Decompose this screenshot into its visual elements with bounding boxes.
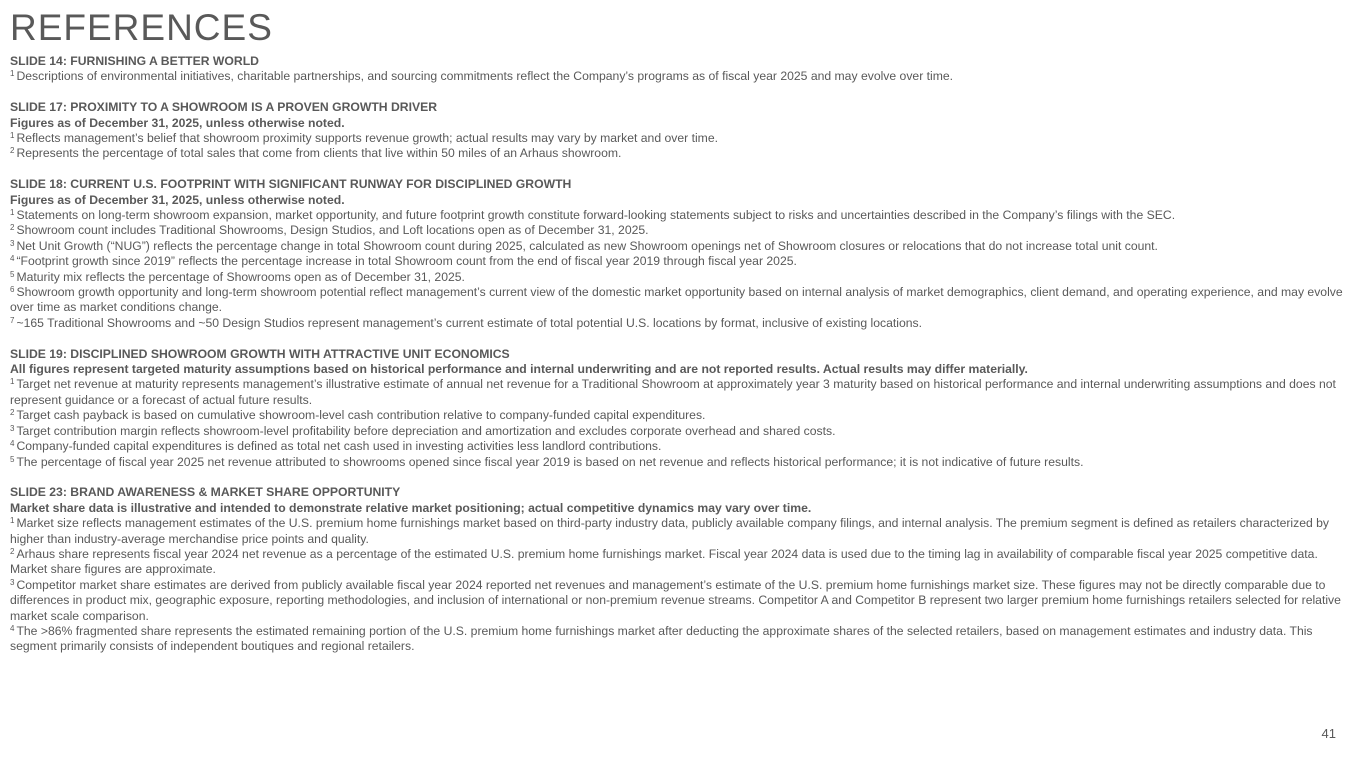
footnote	[10, 285, 1356, 316]
footnote	[10, 624, 1356, 655]
footnote	[10, 516, 1356, 547]
footnote-text: Target cash payback is based on cumulative showroom-level cash contribution relative to company-funded capital expenditures.	[16, 408, 706, 423]
footnote-number: 3	[10, 577, 15, 587]
references-body	[10, 54, 1356, 670]
footnote-text: Arhaus share represents fiscal year 2024 net revenue as a percentage of the estimated U.S. premium home furnishings market. Fiscal year 2024 data is used due to the timing lag in availability of comparable fiscal year 2025 competitive data. Market share figures are approximate.	[10, 546, 1318, 577]
footnote-number: 7	[10, 315, 15, 325]
page-title: REFERENCES	[10, 7, 273, 48]
footnote-number: 4	[10, 439, 15, 449]
footnote-number: 1	[10, 208, 15, 218]
reference-section	[10, 54, 1356, 85]
footnote	[10, 316, 1356, 331]
footnote	[10, 239, 1356, 254]
footnote	[10, 146, 1356, 161]
footnote-text: Showroom growth opportunity and long-term showroom potential reflect management’s current view of the domestic market opportunity based on internal analysis of market demographics, client demand, and operating experience, and may evolve over time as market conditions change.	[10, 285, 1343, 315]
footnote	[10, 547, 1356, 578]
footnote-text: Statements on long-term showroom expansion, market opportunity, and future footprint growth constitute forward-looking statements subject to risks and uncertainties described in the Company’s filings with the SEC.	[16, 208, 1176, 223]
section-heading: SLIDE 17: PROXIMITY TO A SHOWROOM IS A PROVEN GROWTH DRIVER	[10, 100, 438, 115]
footnote	[10, 578, 1356, 624]
footnote	[10, 424, 1356, 439]
section-heading: SLIDE 14: FURNISHING A BETTER WORLD	[10, 54, 259, 68]
footnote-text: The >86% fragmented share represents the estimated remaining portion of the U.S. premium home furnishings market after deducting the approximate shares of the selected retailers, based on management estimates and industry data. This segment primarily consists of independent boutiques and regional retailers.	[10, 623, 1313, 654]
footnote-text: The percentage of fiscal year 2025 net revenue attributed to showrooms opened since fiscal year 2019 is based on net revenue and reflects historical performance; it is not indicative of future results.	[16, 454, 1084, 469]
footnote-number: 1	[10, 131, 15, 141]
footnote	[10, 223, 1356, 238]
reference-section	[10, 177, 1356, 331]
section-subheading: All figures represent targeted maturity assumptions based on historical performance and internal underwriting and are not reported results. Actual results may differ materially.	[10, 362, 1028, 377]
footnote-number: 2	[10, 408, 15, 418]
section-heading: SLIDE 23: BRAND AWARENESS & MARKET SHARE OPPORTUNITY	[10, 485, 401, 500]
reference-section	[10, 485, 1356, 654]
footnote-number: 2	[10, 146, 15, 156]
footnote-number: 6	[10, 285, 15, 295]
footnote	[10, 270, 1356, 285]
reference-section	[10, 347, 1356, 470]
footnote-text: Maturity mix reflects the percentage of Showrooms open as of December 31, 2025.	[16, 269, 465, 284]
footnote	[10, 69, 1356, 84]
footnote	[10, 408, 1356, 423]
footnote-number: 4	[10, 623, 15, 633]
footnote-number: 4	[10, 254, 15, 264]
section-subheading: Market share data is illustrative and intended to demonstrate relative market positioning; actual competitive dynamics may vary over time.	[10, 500, 812, 515]
footnote-text: “Footprint growth since 2019” reflects the percentage increase in total Showroom count from the end of fiscal year 2019 through fiscal year 2025.	[16, 254, 797, 269]
page-number: 41	[1321, 726, 1336, 741]
footnote-text: Target net revenue at maturity represents management’s illustrative estimate of annual net revenue for a Traditional Showroom at approximately year 3 maturity based on historical performance and internal underwriting assumptions and does not represent guidance or a forecast of actual future results.	[10, 377, 1336, 407]
footnote	[10, 377, 1356, 408]
footnote-text: Market size reflects management estimates of the U.S. premium home furnishings market based on third-party industry data, publicly available company filings, and internal analysis. The premium segment is defined as retailers characterized by higher than industry-average merchandise price points and quality.	[10, 516, 1330, 546]
footnote-text: Represents the percentage of total sales that come from clients that live within 50 miles of an Arhaus showroom.	[16, 146, 622, 161]
footnote-number: 5	[10, 454, 15, 464]
footnote-text: ~165 Traditional Showrooms and ~50 Design Studios represent management’s current estimate of total potential U.S. locations by format, inclusive of existing locations.	[16, 315, 922, 330]
footnote-number: 1	[10, 516, 15, 526]
section-heading: SLIDE 19: DISCIPLINED SHOWROOM GROWTH WITH ATTRACTIVE UNIT ECONOMICS	[10, 346, 510, 361]
footnote-number: 3	[10, 238, 15, 248]
section-subheading: Figures as of December 31, 2025, unless otherwise noted.	[10, 192, 345, 207]
footnote-text: Company-funded capital expenditures is defined as total net cash used in investing activities less landlord contributions.	[16, 439, 662, 454]
footnote-number: 2	[10, 223, 15, 233]
footnote	[10, 455, 1356, 470]
footnote-text: Showroom count includes Traditional Showrooms, Design Studios, and Loft locations open as of December 31, 2025.	[16, 223, 649, 238]
footnote-number: 1	[10, 377, 15, 387]
footnote-text: Descriptions of environmental initiatives, charitable partnerships, and sourcing commitments reflect the Company’s programs as of fiscal year 2025 and may evolve over time.	[16, 69, 954, 84]
footnote-text: Reflects management’s belief that showroom proximity supports revenue growth; actual results may vary by market and over time.	[16, 131, 718, 146]
section-subheading: Figures as of December 31, 2025, unless otherwise noted.	[10, 115, 345, 130]
reference-section	[10, 100, 1356, 162]
footnote-text: Target contribution margin reflects showroom-level profitability before depreciation and amortization and excludes corporate overhead and shared costs.	[16, 423, 836, 438]
footnote-number: 5	[10, 269, 15, 279]
section-heading: SLIDE 18: CURRENT U.S. FOOTPRINT WITH SIGNIFICANT RUNWAY FOR DISCIPLINED GROWTH	[10, 177, 572, 192]
footnote-number: 2	[10, 546, 15, 556]
footnote	[10, 131, 1356, 146]
footnote	[10, 439, 1356, 454]
footnote	[10, 254, 1356, 269]
footnote-number: 3	[10, 423, 15, 433]
footnote	[10, 208, 1356, 223]
footnote-number: 1	[10, 69, 15, 79]
footnote-text: Net Unit Growth (“NUG”) reflects the percentage change in total Showroom count during 2025, calculated as new Showroom openings net of Showroom closures or relocations that do not increase total unit count.	[16, 238, 1158, 253]
footnote-text: Competitor market share estimates are derived from publicly available fiscal year 2024 reported net revenues and management’s estimate of the U.S. premium home furnishings market size. These figures may not be directly comparable due to differences in product mix, geographic exposure, reporting methodologies, and inclusion of international or non-premium revenue streams. Competitor A and Competitor B represent two larger premium home furnishings retailers selected for relative market scale comparison.	[10, 577, 1341, 623]
